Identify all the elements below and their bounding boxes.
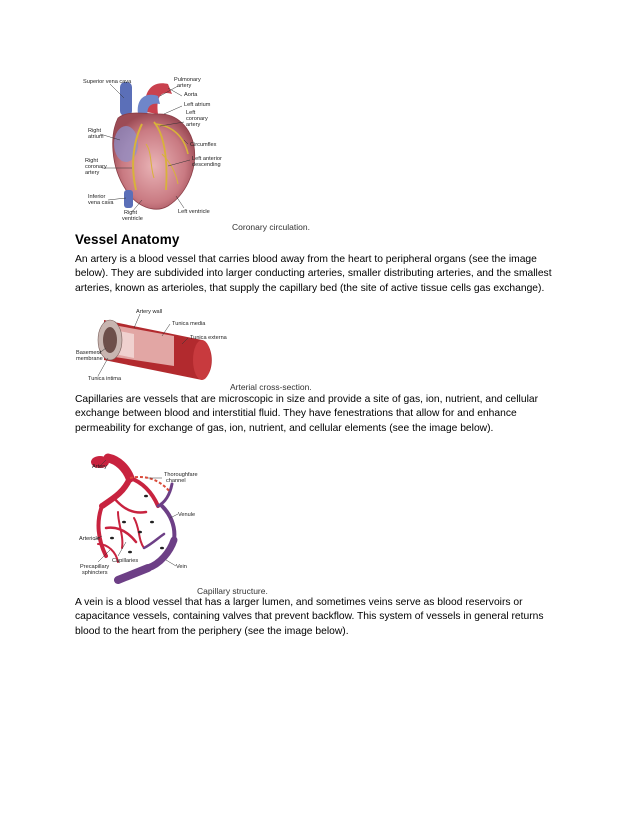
label-right-coronary-artery-2: coronary bbox=[85, 164, 107, 170]
arterial-cross-section-figure bbox=[74, 304, 234, 388]
caption-coronary: Coronary circulation. bbox=[232, 222, 310, 232]
label-aorta: Aorta bbox=[184, 92, 198, 98]
label-pulmonary-artery-1: Pulmonary bbox=[174, 77, 201, 83]
label-superior-vena-cava: Superior vena cava bbox=[83, 79, 132, 85]
label-precapillary-sphincters-2: sphincters bbox=[82, 570, 108, 576]
label-artery-wall: Artery wall bbox=[136, 309, 163, 315]
paragraph-line: below). They are subdivided into larger conducting arteries, smaller distributing arteries, and the smallest bbox=[75, 268, 552, 280]
label-left-anterior-descending-2: descending bbox=[192, 162, 221, 168]
paragraph-vein bbox=[75, 596, 565, 639]
paragraph-line: exchange between blood and interstitial fluid. They have fenestrations that allow for and enhance bbox=[75, 408, 517, 420]
section-heading: Vessel Anatomy bbox=[75, 232, 180, 247]
label-basement-membrane-1: Basement bbox=[76, 350, 102, 356]
label-left-coronary-artery-2: coronary bbox=[186, 116, 208, 122]
label-tunica-externa: Tunica externa bbox=[190, 335, 227, 341]
caption-capillary: Capillary structure. bbox=[197, 586, 268, 596]
paragraph-line: Capillaries are vessels that are microscopic in size and provide a site of gas, ion, nutrient, and cellular bbox=[75, 394, 539, 405]
label-artery: Artery bbox=[92, 464, 107, 470]
label-right-atrium-2: atrium bbox=[88, 134, 104, 140]
label-right-ventricle-2: ventricle bbox=[122, 216, 143, 222]
label-basement-membrane-2: membrane bbox=[76, 356, 103, 362]
label-thoroughfare-channel-1: Thoroughfare bbox=[164, 472, 198, 478]
label-arteriole: Arteriole bbox=[79, 536, 100, 542]
paragraph-line: permeability for exchange of gas, ion, nutrient, and cellular elements (see the image below). bbox=[75, 422, 494, 434]
capillary-structure-figure bbox=[78, 448, 208, 586]
label-inferior-vena-cava-2: vena cava bbox=[88, 200, 114, 206]
paragraph-line: An artery is a blood vessel that carries blood away from the heart to peripheral organs (see the image bbox=[75, 254, 537, 265]
label-left-anterior-descending-1: Left anterior bbox=[192, 156, 222, 162]
label-right-atrium-1: Right bbox=[88, 128, 102, 134]
label-left-atrium: Left atrium bbox=[184, 102, 211, 108]
paragraph-artery bbox=[75, 253, 565, 296]
superior-vena-cava-shape bbox=[120, 82, 132, 116]
label-circumflex: Circumflex bbox=[190, 142, 217, 148]
label-right-coronary-artery-3: artery bbox=[85, 170, 100, 176]
label-inferior-vena-cava-1: Inferior bbox=[88, 194, 106, 200]
caption-arterial: Arterial cross-section. bbox=[230, 382, 312, 392]
label-pulmonary-artery-2: artery bbox=[177, 83, 192, 89]
coronary-circulation-figure bbox=[80, 74, 230, 222]
label-right-coronary-artery-1: Right bbox=[85, 158, 99, 164]
paragraph-line: arteries, known as arterioles, that supply the capillary bed (the site of active tissue cells gas exchange). bbox=[75, 282, 545, 294]
inferior-vena-cava-shape bbox=[124, 190, 133, 208]
paragraph-line: blood to the heart from the periphery (see the image below). bbox=[75, 625, 349, 637]
paragraph-line: capacitance vessels, containing valves that prevent backflow. This system of vessels in general returns bbox=[75, 611, 544, 623]
label-capillaries: Capillaries bbox=[112, 558, 139, 564]
paragraph-line: A vein is a blood vessel that has a larger lumen, and sometimes veins serve as blood reservoirs or bbox=[75, 597, 523, 608]
label-venule: Venule bbox=[178, 512, 196, 518]
label-tunica-intima: Tunica intima bbox=[88, 376, 122, 382]
label-left-ventricle: Left ventricle bbox=[178, 209, 210, 215]
label-right-ventricle-1: Right bbox=[124, 210, 138, 216]
label-left-coronary-artery-3: artery bbox=[186, 122, 201, 128]
paragraph-capillary bbox=[75, 393, 565, 436]
label-left-coronary-artery-1: Left bbox=[186, 110, 196, 116]
label-vein: Vein bbox=[176, 564, 187, 570]
label-thoroughfare-channel-2: channel bbox=[166, 478, 186, 484]
label-precapillary-sphincters-1: Precapillary bbox=[80, 564, 110, 570]
artery-lumen-shape bbox=[103, 327, 117, 353]
artery-end-shape bbox=[193, 340, 211, 380]
label-tunica-media: Tunica media bbox=[172, 321, 206, 327]
